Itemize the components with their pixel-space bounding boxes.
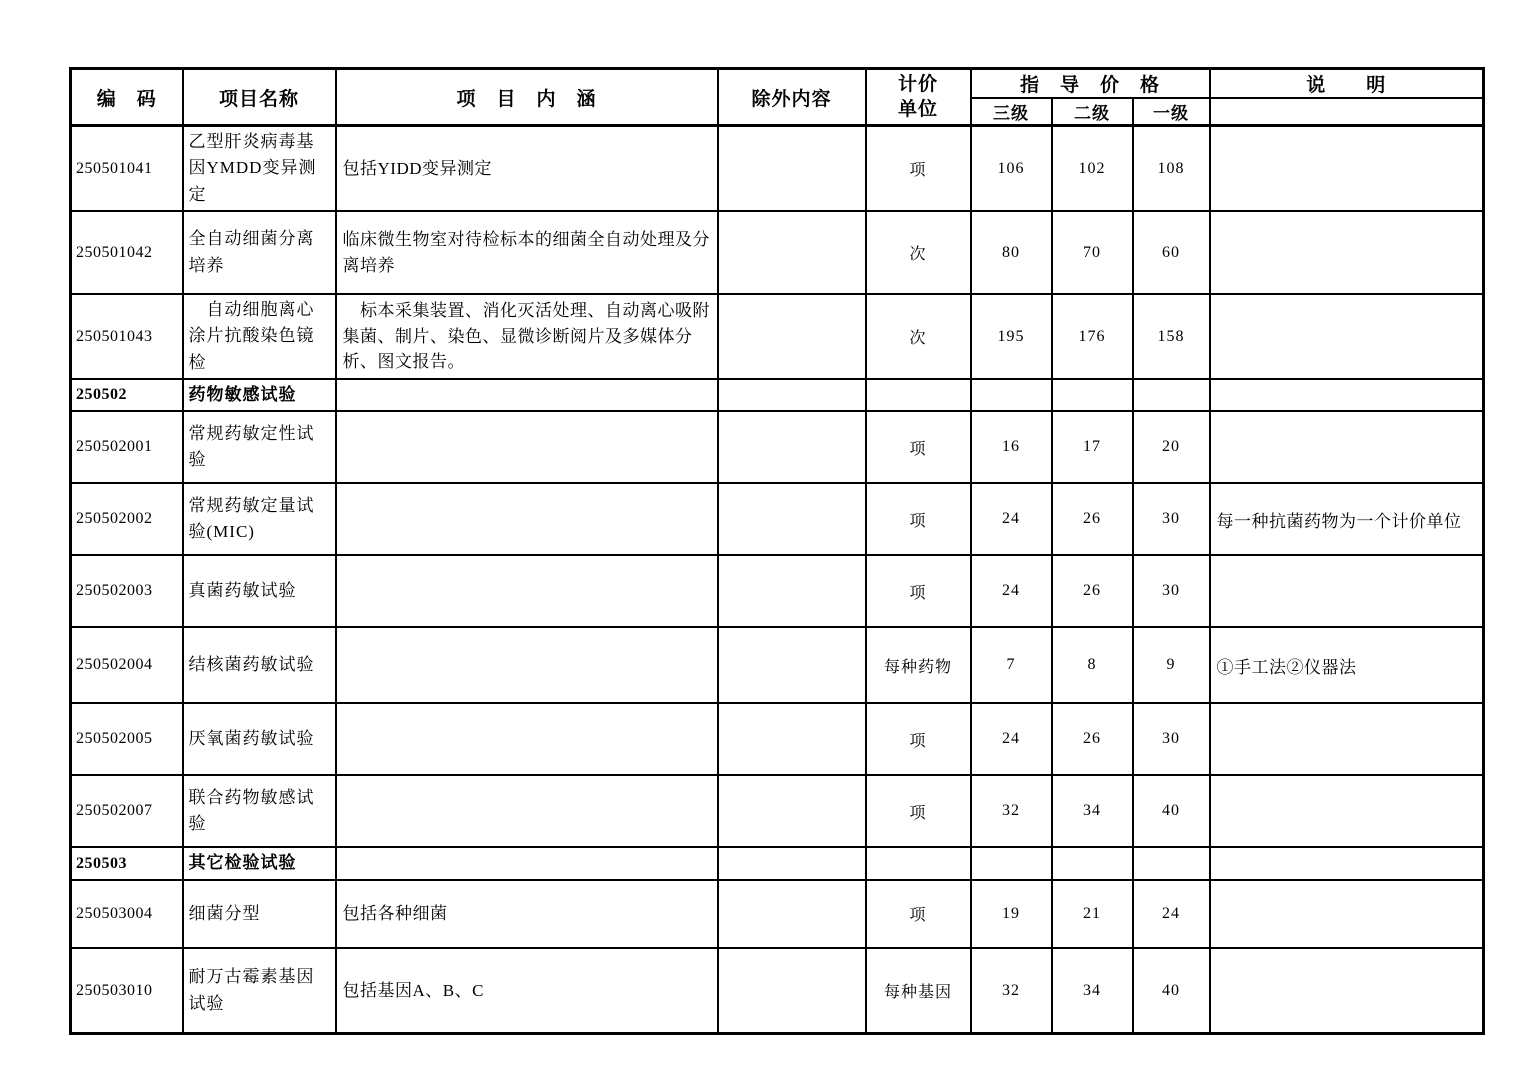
table-row <box>71 483 1484 555</box>
cell-name: 常规药敏定性试验 <box>183 411 336 483</box>
cell-name: 常规药敏定量试验(MIC) <box>183 483 336 555</box>
cell-code: 250503004 <box>71 880 183 948</box>
cell-name: 真菌药敏试验 <box>183 555 336 627</box>
cell-price-level1: 20 <box>1133 411 1210 483</box>
cell-note <box>1210 775 1484 847</box>
cell-code: 250501041 <box>71 126 183 212</box>
table-row <box>71 126 1484 212</box>
cell-code: 250503010 <box>71 948 183 1034</box>
cell-name: 结核菌药敏试验 <box>183 627 336 703</box>
cell-content: 包括YIDD变异测定 <box>336 126 718 212</box>
cell-content <box>336 379 718 411</box>
cell-note <box>1210 880 1484 948</box>
cell-name: 联合药物敏感试验 <box>183 775 336 847</box>
table-row <box>71 211 1484 294</box>
cell-content: 标本采集装置、消化灭活处理、自动离心吸附集菌、制片、染色、显微诊断阅片及多媒体分析、图文报告。 <box>336 294 718 379</box>
cell-content: 包括各种细菌 <box>336 880 718 948</box>
cell-exclusion <box>718 126 866 212</box>
cell-content <box>336 555 718 627</box>
cell-unit: 次 <box>866 294 971 379</box>
cell-price-level1 <box>1133 847 1210 879</box>
col-header-level-3: 三级 <box>971 98 1052 126</box>
cell-price-level2: 102 <box>1052 126 1133 212</box>
cell-exclusion <box>718 703 866 775</box>
cell-note <box>1210 211 1484 294</box>
cell-exclusion <box>718 211 866 294</box>
table-row <box>71 948 1484 1034</box>
col-header-exclusion: 除外内容 <box>718 69 866 126</box>
table-row <box>71 411 1484 483</box>
cell-unit: 项 <box>866 126 971 212</box>
cell-price-level3: 24 <box>971 555 1052 627</box>
section-row <box>71 379 1484 411</box>
col-header-code: 编 码 <box>71 69 183 126</box>
cell-price-level3: 19 <box>971 880 1052 948</box>
cell-price-level2 <box>1052 847 1133 879</box>
cell-price-level1: 40 <box>1133 775 1210 847</box>
cell-price-level3: 32 <box>971 948 1052 1034</box>
cell-code: 250502005 <box>71 703 183 775</box>
cell-name: 全自动细菌分离培养 <box>183 211 336 294</box>
cell-name: 自动细胞离心涂片抗酸染色镜检 <box>183 294 336 379</box>
table-row <box>71 294 1484 379</box>
header-row-1 <box>71 69 1484 99</box>
cell-content: 临床微生物室对待检标本的细菌全自动处理及分离培养 <box>336 211 718 294</box>
cell-price-level3: 24 <box>971 703 1052 775</box>
cell-price-level2 <box>1052 379 1133 411</box>
cell-price-level3: 195 <box>971 294 1052 379</box>
cell-code: 250502007 <box>71 775 183 847</box>
cell-price-level3: 7 <box>971 627 1052 703</box>
col-header-unit-line2: 单位 <box>897 99 938 120</box>
cell-price-level2: 21 <box>1052 880 1133 948</box>
cell-name: 药物敏感试验 <box>183 379 336 411</box>
col-header-unit-line1: 计价 <box>897 73 938 95</box>
table-row <box>71 627 1484 703</box>
cell-price-level2: 26 <box>1052 483 1133 555</box>
col-header-price-group: 指 导 价 格 <box>971 69 1210 99</box>
cell-price-level2: 17 <box>1052 411 1133 483</box>
cell-unit: 项 <box>866 555 971 627</box>
cell-note: ①手工法②仪器法 <box>1210 627 1484 703</box>
col-header-unit <box>866 69 971 126</box>
cell-code: 250502003 <box>71 555 183 627</box>
cell-note <box>1210 294 1484 379</box>
cell-price-level2: 34 <box>1052 948 1133 1034</box>
cell-code: 250502004 <box>71 627 183 703</box>
cell-unit: 每种药物 <box>866 627 971 703</box>
cell-unit: 项 <box>866 775 971 847</box>
cell-price-level3: 24 <box>971 483 1052 555</box>
cell-price-level2: 34 <box>1052 775 1133 847</box>
cell-price-level2: 26 <box>1052 703 1133 775</box>
cell-price-level1: 60 <box>1133 211 1210 294</box>
cell-price-level1: 24 <box>1133 880 1210 948</box>
medical-tariff-table <box>69 67 1485 1035</box>
col-header-note-sub <box>1210 98 1484 126</box>
cell-code: 250501042 <box>71 211 183 294</box>
cell-exclusion <box>718 948 866 1034</box>
cell-unit: 次 <box>866 211 971 294</box>
table-header <box>71 69 1484 126</box>
cell-name: 其它检验试验 <box>183 847 336 879</box>
cell-code: 250502 <box>71 379 183 411</box>
cell-note <box>1210 555 1484 627</box>
cell-content <box>336 775 718 847</box>
cell-note <box>1210 379 1484 411</box>
cell-price-level2: 8 <box>1052 627 1133 703</box>
cell-code: 250503 <box>71 847 183 879</box>
cell-price-level2: 70 <box>1052 211 1133 294</box>
table-row <box>71 703 1484 775</box>
section-row <box>71 847 1484 879</box>
cell-exclusion <box>718 379 866 411</box>
cell-exclusion <box>718 411 866 483</box>
cell-content <box>336 411 718 483</box>
cell-price-level2: 26 <box>1052 555 1133 627</box>
cell-price-level1: 30 <box>1133 483 1210 555</box>
cell-unit: 项 <box>866 880 971 948</box>
cell-price-level1: 108 <box>1133 126 1210 212</box>
cell-exclusion <box>718 775 866 847</box>
cell-note <box>1210 126 1484 212</box>
table-row <box>71 880 1484 948</box>
col-header-name: 项目名称 <box>183 69 336 126</box>
cell-exclusion <box>718 880 866 948</box>
table-row <box>71 775 1484 847</box>
cell-name: 乙型肝炎病毒基因YMDD变异测定 <box>183 126 336 212</box>
cell-price-level2: 176 <box>1052 294 1133 379</box>
col-header-content: 项 目 内 涵 <box>336 69 718 126</box>
col-header-level-1: 一级 <box>1133 98 1210 126</box>
cell-price-level3: 106 <box>971 126 1052 212</box>
cell-unit <box>866 847 971 879</box>
cell-price-level1: 40 <box>1133 948 1210 1034</box>
table-body <box>71 126 1484 1034</box>
cell-content <box>336 847 718 879</box>
cell-price-level1: 30 <box>1133 555 1210 627</box>
cell-unit: 项 <box>866 483 971 555</box>
table-row <box>71 555 1484 627</box>
cell-unit: 每种基因 <box>866 948 971 1034</box>
col-header-note: 说 明 <box>1210 69 1484 99</box>
cell-name: 细菌分型 <box>183 880 336 948</box>
cell-price-level3 <box>971 379 1052 411</box>
cell-price-level3 <box>971 847 1052 879</box>
cell-price-level1: 9 <box>1133 627 1210 703</box>
cell-exclusion <box>718 627 866 703</box>
cell-price-level1 <box>1133 379 1210 411</box>
cell-content <box>336 627 718 703</box>
cell-price-level3: 16 <box>971 411 1052 483</box>
cell-name: 厌氧菌药敏试验 <box>183 703 336 775</box>
cell-unit: 项 <box>866 703 971 775</box>
cell-exclusion <box>718 483 866 555</box>
cell-code: 250501043 <box>71 294 183 379</box>
cell-exclusion <box>718 294 866 379</box>
cell-content <box>336 483 718 555</box>
cell-code: 250502002 <box>71 483 183 555</box>
cell-content: 包括基因A、B、C <box>336 948 718 1034</box>
cell-price-level1: 158 <box>1133 294 1210 379</box>
cell-note <box>1210 703 1484 775</box>
cell-price-level1: 30 <box>1133 703 1210 775</box>
cell-code: 250502001 <box>71 411 183 483</box>
cell-exclusion <box>718 555 866 627</box>
cell-name: 耐万古霉素基因试验 <box>183 948 336 1034</box>
cell-content <box>336 703 718 775</box>
cell-note <box>1210 847 1484 879</box>
cell-note <box>1210 948 1484 1034</box>
cell-note: 每一种抗菌药物为一个计价单位 <box>1210 483 1484 555</box>
cell-price-level3: 32 <box>971 775 1052 847</box>
col-header-level-2: 二级 <box>1052 98 1133 126</box>
cell-unit <box>866 379 971 411</box>
cell-exclusion <box>718 847 866 879</box>
cell-price-level3: 80 <box>971 211 1052 294</box>
cell-unit: 项 <box>866 411 971 483</box>
cell-note <box>1210 411 1484 483</box>
